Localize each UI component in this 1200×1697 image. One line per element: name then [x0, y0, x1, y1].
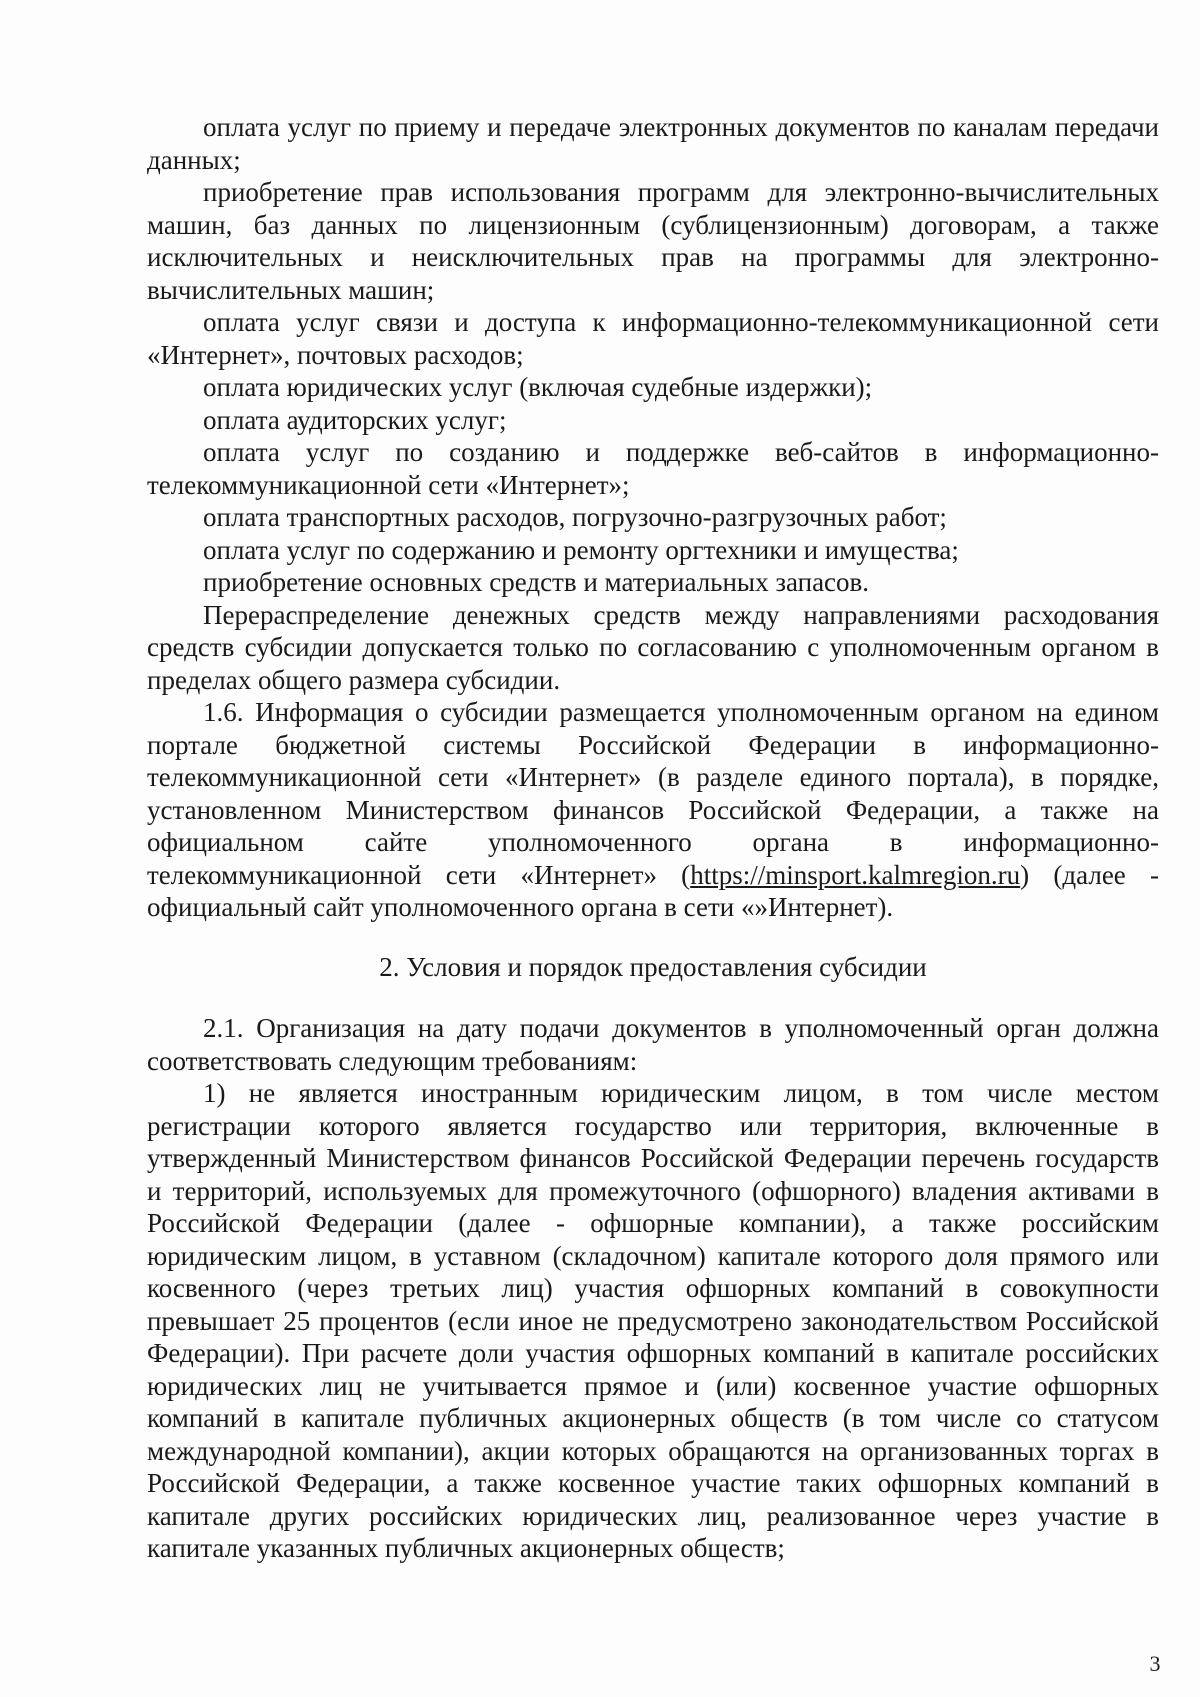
paragraph-expense-communications: оплата услуг связи и доступа к информационно-телекоммуникационной сети «Интернет», почтовых расходов; [147, 307, 1159, 370]
paragraph-expense-software: приобретение прав использования программ для электронно-вычислительных машин, баз данных по лицензионным (сублицензионным) договорам, а также исключительных и неисключительных прав на программы для электронно-вычислительных машин; [147, 177, 1159, 305]
paragraph-expense-audit: оплата аудиторских услуг; [203, 404, 507, 435]
paragraph-expense-websites: оплата услуг по созданию и поддержке веб-сайтов в информационно-телекоммуникационной сети «Интернет»; [147, 437, 1159, 500]
paragraph-1-6-information [147, 696, 1159, 924]
paragraph-expense-fixed-assets: приобретение основных средств и материальных запасов. [203, 567, 870, 597]
paragraph-expense-maintenance: оплата услуг по содержанию и ремонту оргтехники и имущества; [203, 534, 959, 565]
official-site-link[interactable]: https://minsport.kalmregion.ru [690, 859, 1021, 890]
paragraph-expense-legal: оплата юридических услуг (включая судебные издержки); [203, 372, 873, 402]
paragraph-2-1-requirements: 2.1. Организация на дату подачи документов в уполномоченный орган должна соответствовать следующим требованиям: [147, 1013, 1159, 1076]
page-number: 3 [1149, 1651, 1161, 1676]
section-heading: 2. Условия и порядок предоставления субсидии [379, 951, 927, 982]
paragraph-reallocation: Перераспределение денежных средств между направлениями расходования средств субсидии допускается только по согласованию с уполномоченным органом в пределах общего размера субсидии. [147, 599, 1159, 695]
paragraph-1-6-text-start: 1.6. Информация о субсидии размещается уполномоченным органом на едином портале бюджетной системы Российской Федерации в информационно-телекоммуникационной сети «Интернет» (в разделе единого портала), в порядке, установленном Министерством финансов Российской Федерации, а также на официальном сайте уполномоченного органа в информационно-телекоммуникационной сети «Интернет» ( [147, 697, 1159, 890]
paragraph-expense-edocs: оплата услуг по приему и передаче электронных документов по каналам передачи данных; [147, 112, 1159, 175]
document-body [147, 111, 1159, 1565]
paragraph-expense-transport: оплата транспортных расходов, погрузочно-разгрузочных работ; [203, 502, 947, 532]
paragraph-requirement-1: 1) не является иностранным юридическим лицом, в том числе местом регистрации которого является государство или территория, включенные в утвержденный Министерством финансов Российской Федерации перечень государств и территорий, используемых для промежуточного (офшорного) владения активами в Российской Федерации (далее - офшорные компании), а также российским юридическим лицом, в уставном (складочном) капитале которого доля прямого или косвенного (через третьих лиц) участия офшорных компаний в совокупности превышает 25 процентов (если иное не предусмотрено законодательством Российской Федерации). При расчете доли участия офшорных компаний в капитале российских юридических лиц не учитывается прямое и (или) косвенное участие офшорных компаний в капитале публичных акционерных обществ (в том числе со статусом международной компании), акции которых обращаются на организованных торгах в Российской Федерации, а также косвенное участие таких офшорных компаний в капитале других российских юридических лиц, реализованное через участие в капитале указанных публичных акционерных обществ; [147, 1078, 1159, 1563]
paragraph-1-6-text-end: ) (далее - официальный сайт уполномоченного органа в сети «»Интернет). [147, 859, 1160, 922]
